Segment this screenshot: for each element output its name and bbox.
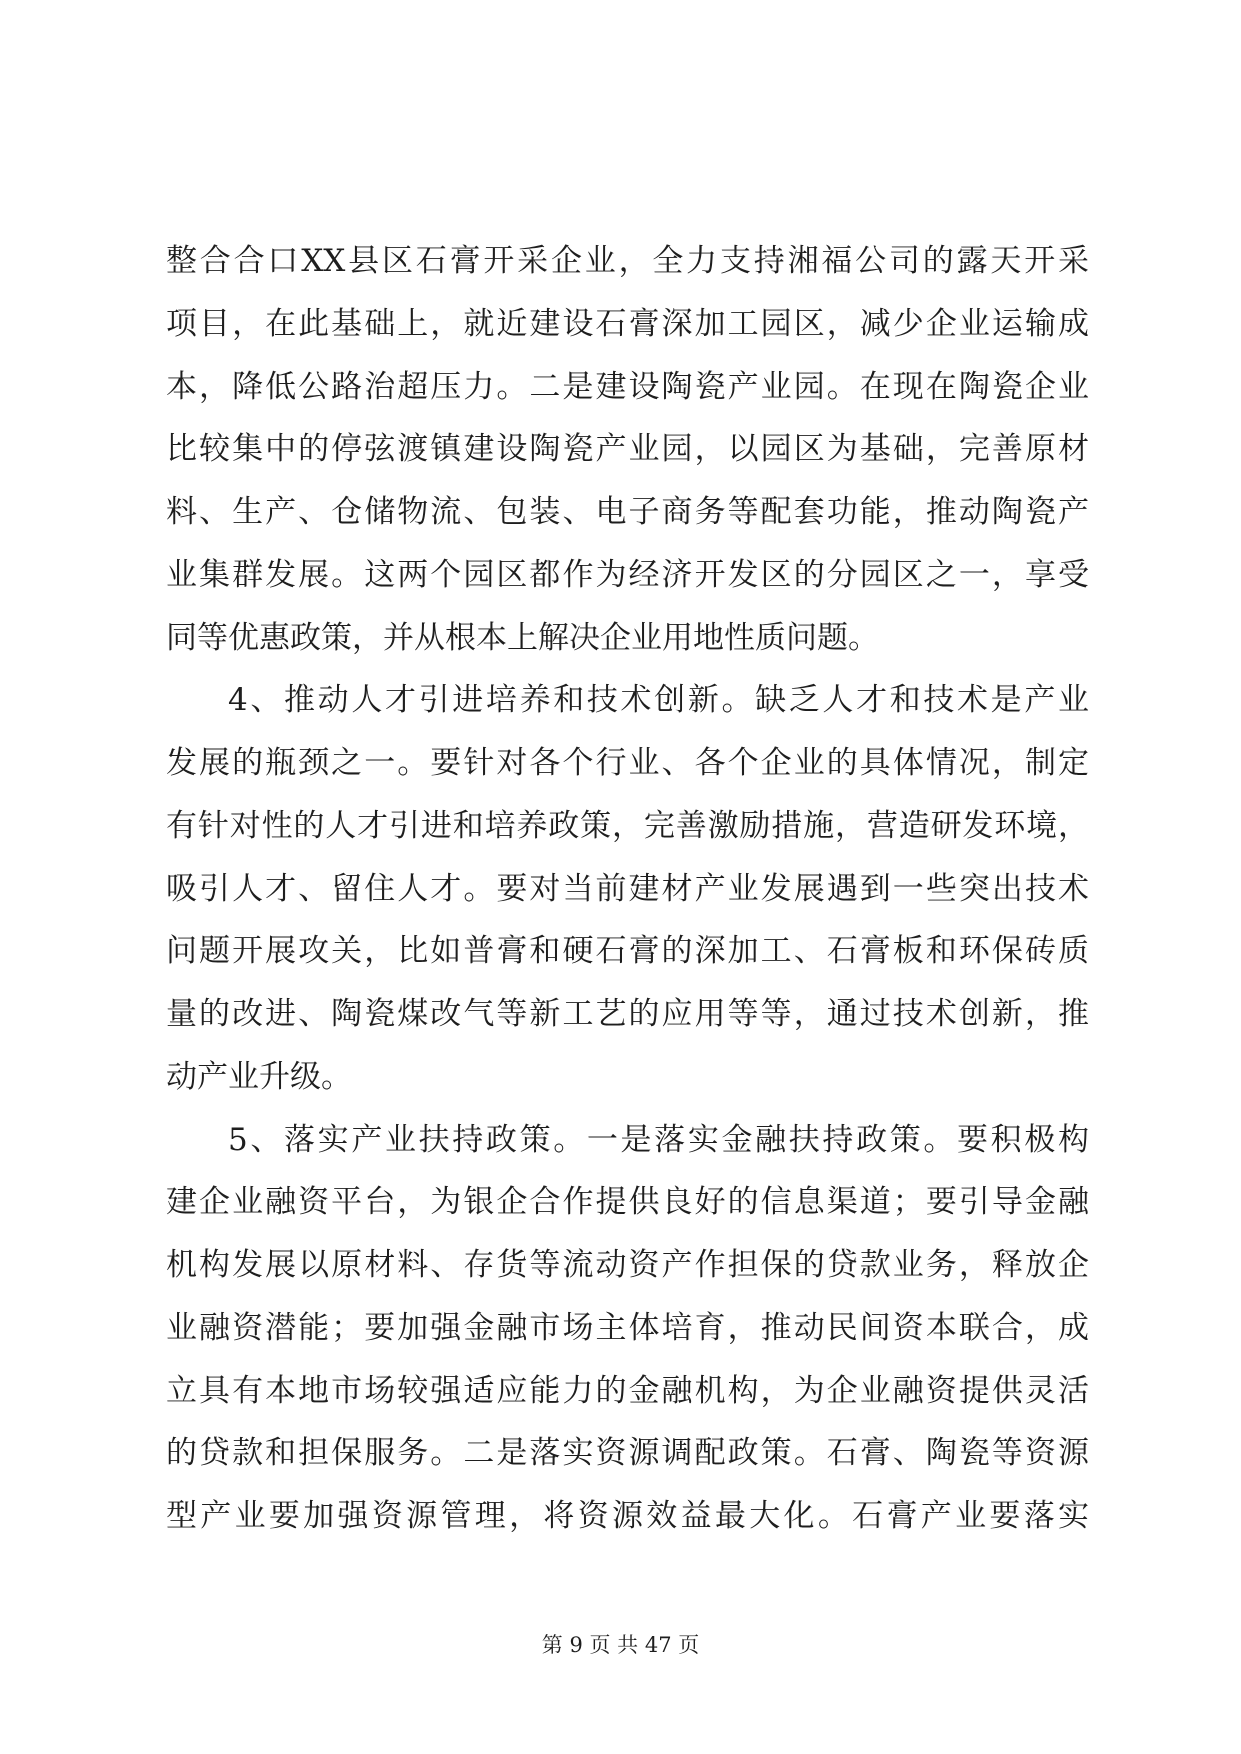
text-line: 立具有本地市场较强适应能力的金融机构，为企业融资提供灵活 [166, 1372, 1089, 1409]
text-line: 比较集中的停弦渡镇建设陶瓷产业园，以园区为基础，完善原材 [166, 431, 1089, 468]
text-line: 的贷款和担保服务。二是落实资源调配政策。石膏、陶瓷等资源 [166, 1435, 1089, 1472]
page-number-footer: 第 9 页 共 47 页 [541, 1633, 700, 1657]
text-line: 动产业升级。 [166, 1058, 352, 1095]
text-line: 型产业要加强资源管理，将资源效益最大化。石膏产业要落实 [166, 1498, 1089, 1534]
text-line: 量的改进、陶瓷煤改气等新工艺的应用等等，通过技术创新，推 [166, 996, 1089, 1032]
text-line: 5、落实产业扶持政策。一是落实金融扶持政策。要积极构 [228, 1121, 1089, 1158]
text-line: 4、推动人才引进培养和技术创新。缺乏人才和技术是产业 [228, 682, 1089, 719]
text-line: 有针对性的人才引进和培养政策，完善激励措施，营造研发环境， [166, 807, 1089, 844]
text-line: 同等优惠政策，并从根本上解决企业用地性质问题。 [166, 619, 879, 656]
body-text [166, 230, 1089, 1548]
text-line: 项目，在此基础上，就近建设石膏深加工园区，减少企业运输成 [166, 305, 1089, 342]
text-line: 机构发展以原材料、存货等流动资产作担保的贷款业务，释放企 [166, 1247, 1089, 1283]
text-line: 吸引人才、留住人才。要对当前建材产业发展遇到一些突出技术 [166, 870, 1089, 907]
text-line: 本，降低公路治超压力。二是建设陶瓷产业园。在现在陶瓷企业 [166, 368, 1089, 405]
text-line: 业融资潜能；要加强金融市场主体培育，推动民间资本联合，成 [166, 1309, 1089, 1346]
text-line: 业集群发展。这两个园区都作为经济开发区的分园区之一，享受 [166, 556, 1089, 593]
text-line: 料、生产、仓储物流、包装、电子商务等配套功能，推动陶瓷产 [166, 494, 1089, 530]
paragraph [166, 669, 1089, 1108]
text-line: 发展的瓶颈之一。要针对各个行业、各个企业的具体情况，制定 [166, 745, 1089, 781]
text-line: 问题开展攻关，比如普膏和硬石膏的深加工、石膏板和环保砖质 [166, 933, 1089, 970]
text-line: 整合合口XX县区石膏开采企业，全力支持湘福公司的露天开采 [166, 243, 1089, 279]
paragraph [166, 1109, 1089, 1548]
paragraph [166, 230, 1089, 669]
text-line: 建企业融资平台，为银企合作提供良好的信息渠道；要引导金融 [166, 1184, 1089, 1221]
